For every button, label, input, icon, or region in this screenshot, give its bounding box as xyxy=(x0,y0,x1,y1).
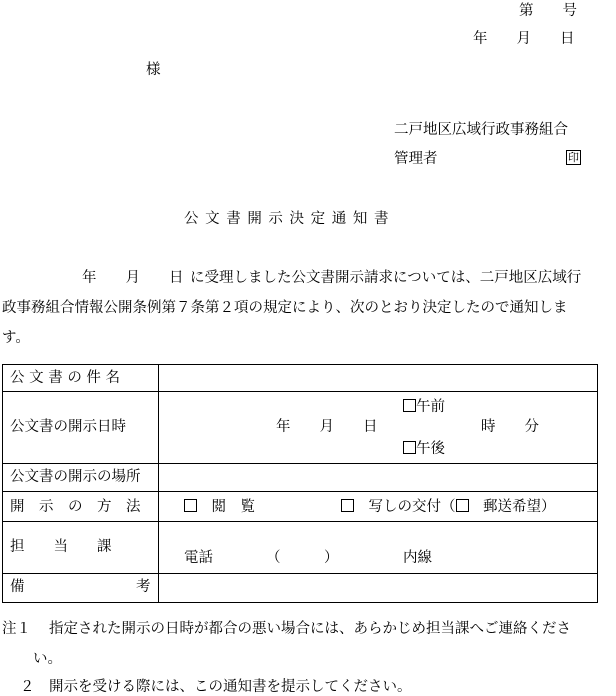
body-line-3: す。 xyxy=(2,330,30,346)
row-label-disclosure-place: 公文書の開示の場所 xyxy=(10,469,141,485)
pm-label: 午後 xyxy=(416,441,445,457)
addressee-suffix: 様 xyxy=(146,62,161,78)
view-checkbox[interactable] xyxy=(184,499,197,512)
phone-label: 電話 xyxy=(184,550,213,566)
mail-checkbox[interactable] xyxy=(456,499,469,512)
am-label: 午前 xyxy=(416,399,445,415)
note-2-text: 開示を受ける際には、この通知書を提示してください。 xyxy=(49,679,412,695)
am-checkbox[interactable] xyxy=(403,399,416,412)
copy-checkbox[interactable] xyxy=(341,499,354,512)
seal-mark: 印 xyxy=(568,151,579,164)
extension-label: 内線 xyxy=(403,550,432,566)
note-2-prefix: ２ xyxy=(20,679,35,695)
row-label-document-name: 公 文 書 の 件 名 xyxy=(10,370,121,386)
row-label-remarks-left: 備 xyxy=(10,579,25,595)
copy-option-label: 写しの交付（ xyxy=(368,499,456,515)
disclosure-date-text: 年 月 日 xyxy=(276,419,378,435)
note-1-prefix: 注１ xyxy=(2,621,31,637)
document-number: 第 号 xyxy=(519,3,577,19)
note-1-continuation: い。 xyxy=(33,651,62,667)
issuer-organization: 二戸地区広域行政事務組合 xyxy=(394,122,568,138)
body-line-2: 政事務組合情報公開条例第７条第２項の規定により、次のとおり決定したので通知しま xyxy=(2,300,568,316)
phone-area-code: （ ） xyxy=(266,550,339,566)
row-label-disclosure-datetime: 公文書の開示日時 xyxy=(10,419,126,435)
view-option-label: 閲 覧 xyxy=(211,499,255,515)
pm-checkbox[interactable] xyxy=(403,441,416,454)
body-line-1: に受理しました公文書開示請求については、二戸地区広域行 xyxy=(190,270,582,286)
issuer-title: 管理者 xyxy=(394,151,438,167)
row-label-department: 担 当 課 xyxy=(10,539,112,555)
body-date-placeholder: 年 月 日 xyxy=(82,270,184,286)
row-label-disclosure-method: 開 示 の 方 法 xyxy=(10,499,141,515)
note-1-text: 指定された開示の日時が都合の悪い場合には、あらかじめ担当課へご連絡くださ xyxy=(49,621,571,637)
mail-option-label: 郵送希望） xyxy=(483,499,556,515)
disclosure-time-text: 時 分 xyxy=(481,419,539,435)
row-label-remarks-right: 考 xyxy=(136,579,151,595)
document-date: 年 月 日 xyxy=(473,31,575,47)
document-title: 公 文 書 開 示 決 定 通 知 書 xyxy=(184,211,390,227)
